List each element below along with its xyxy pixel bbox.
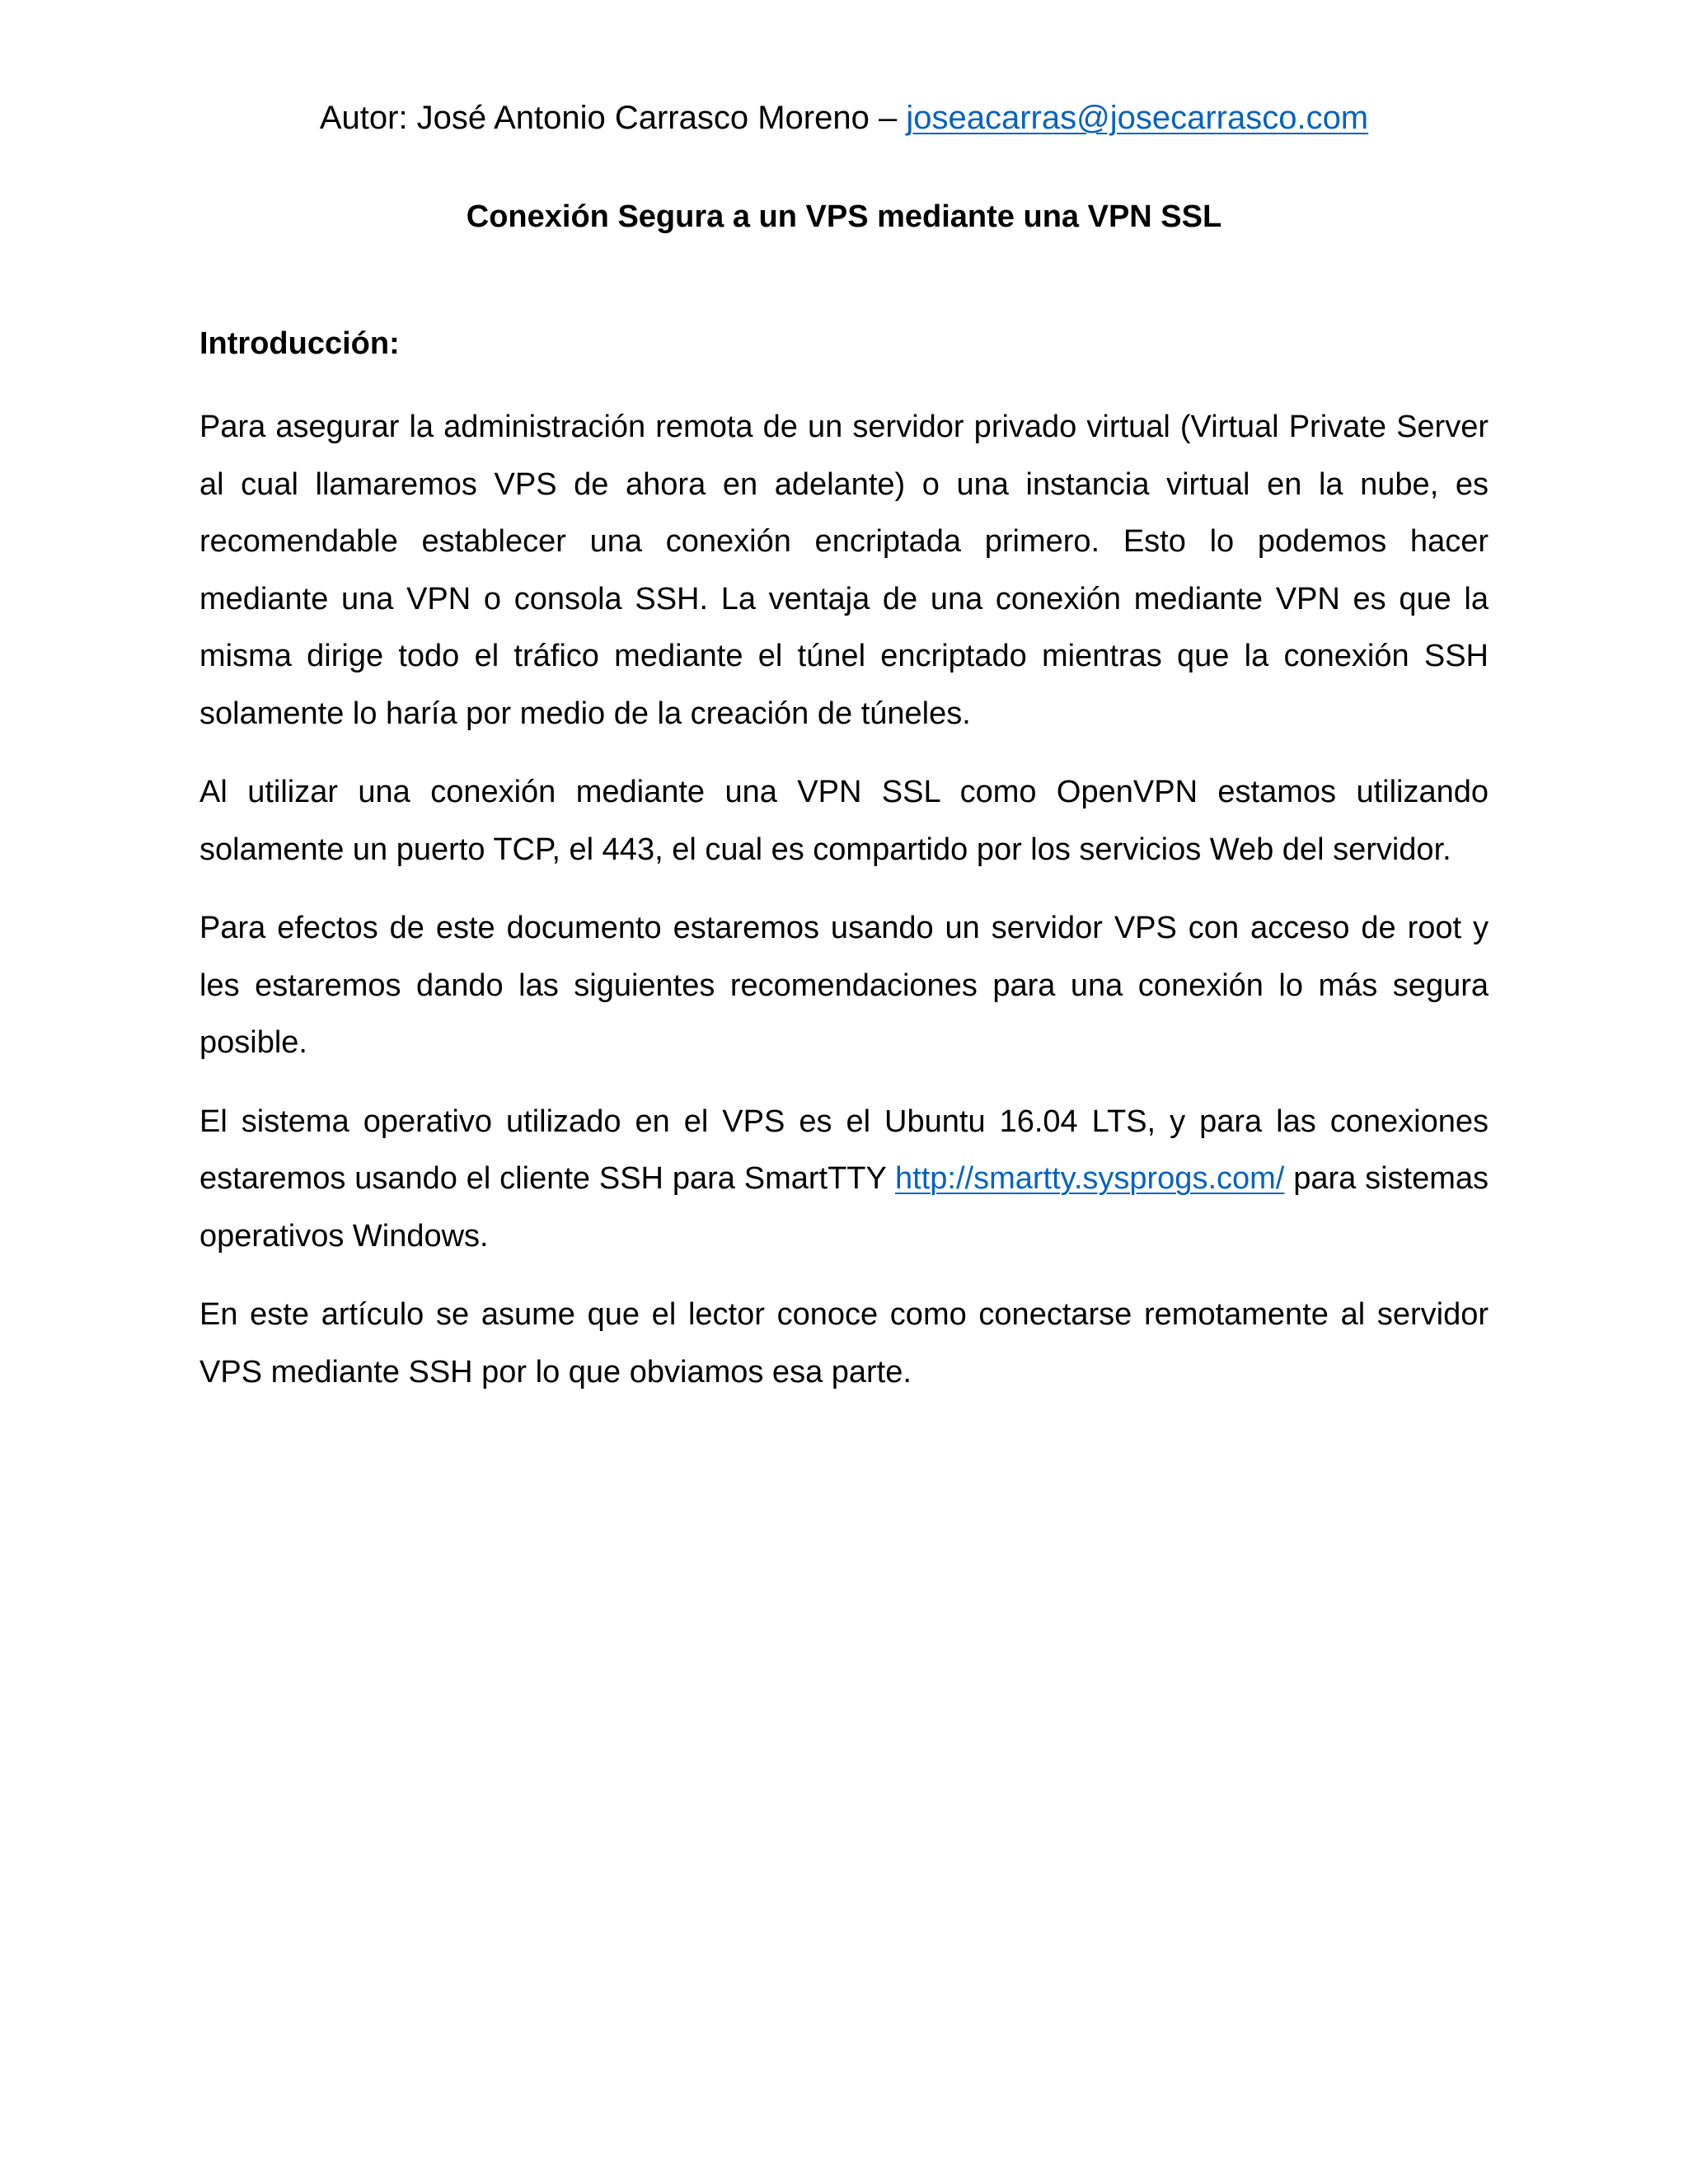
author-line [0, 97, 1688, 138]
document-body [199, 323, 1489, 1422]
author-email-link[interactable]: joseacarras@josecarrasco.com [906, 100, 1369, 136]
section-heading: Introducción: [199, 326, 400, 361]
paragraph-root-access: Para efectos de este documento estaremos usando un servidor VPS con acceso de root y les estaremos dando las siguientes recomendaciones para una conexión lo más segura posible. [199, 911, 1489, 1060]
os-text-after-link: para sistemas operativos Windows. [199, 1161, 1489, 1254]
paragraph-operating-system [199, 1094, 1489, 1266]
document-title: Conexión Segura a un VPS mediante una VPN SSL [466, 199, 1222, 234]
smartty-link[interactable]: http://smartty.sysprogs.com/ [895, 1161, 1285, 1196]
author-name: Autor: José Antonio Carrasco Moreno – [319, 100, 907, 136]
paragraph-intro: Para asegurar la administración remota de un servidor privado virtual (Virtual Private Server al cual llamaremos VPS de ahora en adelante) o una instancia virtual en la nube, es recomendable establecer una conexión encriptada primero. Esto lo podemos hacer mediante una VPN o consola SSH. La ventaja de una conexión mediante VPN es que la misma dirige todo el tráfico mediante el túnel encriptado mientras que la conexión SSH solamente lo haría por medio de la creación de túneles. [199, 410, 1489, 731]
paragraph-ssh-assumption: En este artículo se asume que el lector conoce como conectarse remotamente al servidor VPS mediante SSH por lo que obviamos esa parte. [199, 1297, 1489, 1390]
os-text-before-link: El sistema operativo utilizado en el VPS es el Ubuntu 16.04 LTS, y para las conexiones estaremos usando el cliente SSH para SmartTTY [199, 1104, 1489, 1196]
paragraph-openvpn: Al utilizar una conexión mediante una VPN SSL como OpenVPN estamos utilizando solamente un puerto TCP, el 443, el cual es compartido por los servicios Web del servidor. [199, 775, 1489, 867]
